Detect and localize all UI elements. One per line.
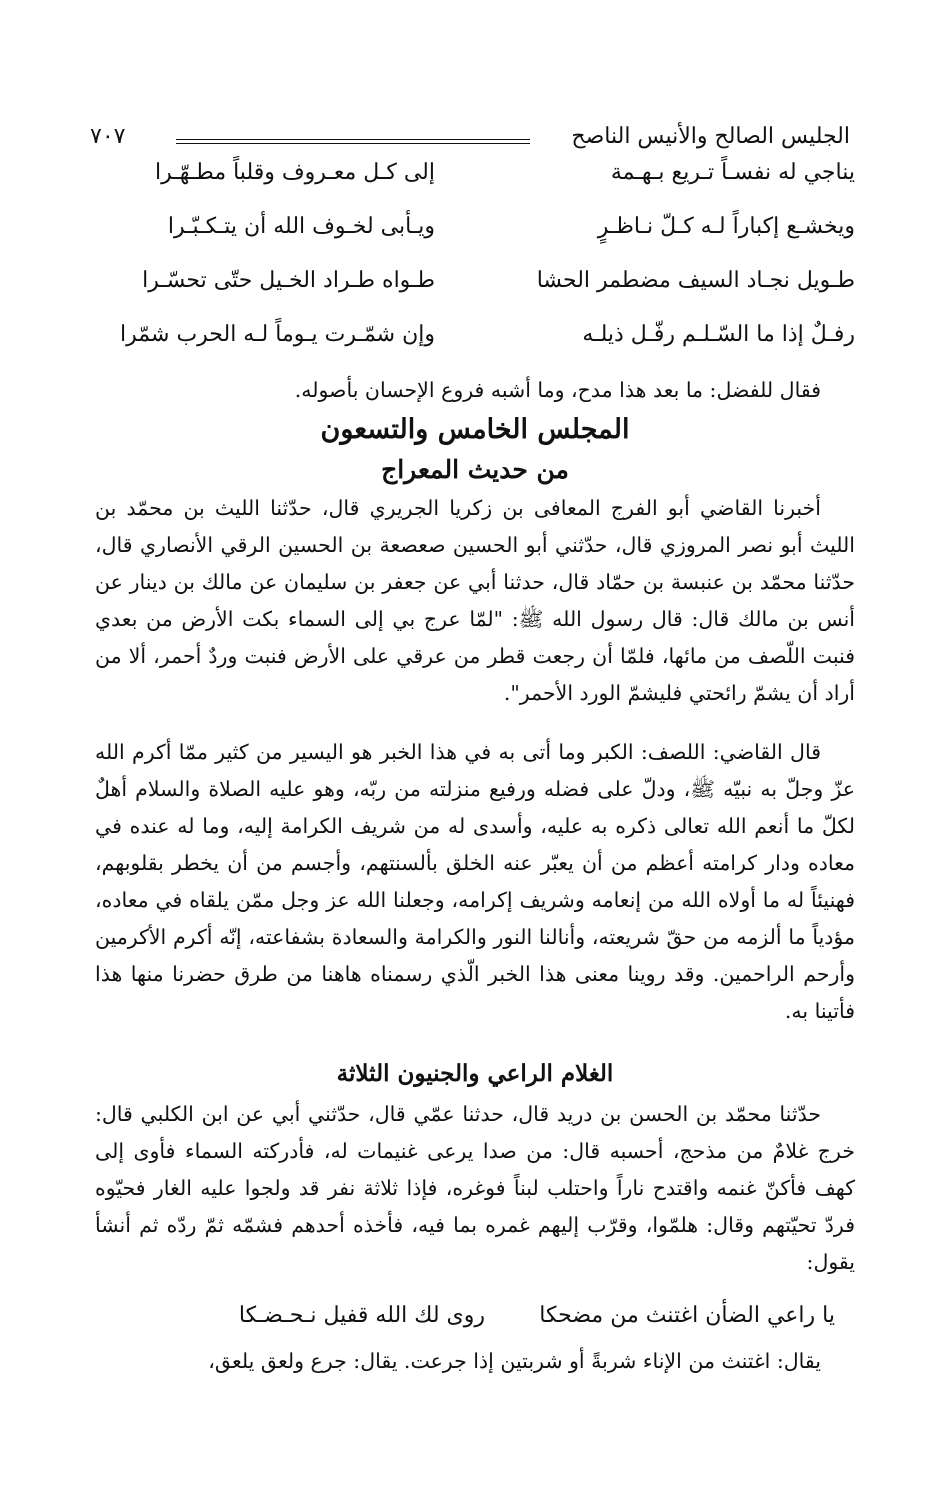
poem-hemistich-first: طـويل نجـاد السيف مضطمر الحشا <box>536 268 855 293</box>
poem-hemistich-second: إلى كـل معـروف وقلباً مطـهّـرا <box>155 160 435 185</box>
poem-hemistich-second: طـواه طـراد الخـيل حتّى تحسّـرا <box>142 268 435 293</box>
paragraph: حدّثنا محمّد بن الحسن بن دريد قال، حدثنا عمّي قال، حدّثني أبي عن ابن الكلبي قال: خرج غلامٌ من مذحج، أحسبه قال: من صدا يرعى غنيمات له، فأدركته السماء فأوى إلى كهف فأكنّ غنمه واقتدح ناراً واحتلب لبناً فوغره، فإذا ثلاثة نفر قد ولجوا عليه الغار فحيّوه فردّ تحيّتهم وقال: هلمّوا، وقرّب إليهم غمره بما فيه، فأخذه أحدهم فشمّه ثمّ ردّه ثم أنشأ يقول: <box>95 1102 855 1274</box>
poem-line <box>95 214 855 268</box>
poem-hemistich-second: ويـأبى لخـوف الله أن يتـكـبّـرا <box>167 214 435 239</box>
poem-line <box>95 322 855 376</box>
paragraph: يقال: اغتنث من الإناء شربةً أو شربتين إذا جرعت. يقال: جرع ولعق يلعق، <box>208 1349 821 1373</box>
poem-line <box>95 160 855 214</box>
running-header <box>90 118 850 158</box>
subsection-heading: الغلام الراعي والجنيون الثلاثة <box>336 1060 614 1087</box>
poem-hemistich-first: ويخشـع إكباراً لـه كـلّ نـاظـرٍ <box>597 214 855 239</box>
subsection-heading: من حديث المعراج <box>381 455 569 484</box>
poem-hemistich-first: يناجي له نفسـاً تـريع بـهـمة <box>610 160 855 185</box>
poem-hemistich-first: يا راعي الضأن اغتنث من مضحكا <box>539 1303 835 1328</box>
book-title: الجليس الصالح والأنيس الناصح <box>571 124 850 149</box>
poem-hemistich-first: رفـلٌ إذا ما السّـلـم رفّـل ذيلـه <box>582 322 855 347</box>
poem-hemistich-second: وإن شمّـرت يـوماً لـه الحرب شمّرا <box>120 322 435 347</box>
section-heading: المجلس الخامس والتسعون <box>320 414 630 445</box>
poem-line <box>95 268 855 322</box>
header-rule <box>176 139 530 144</box>
paragraph: فقال للفضل: ما بعد هذا مدح، وما أشبه فروع الإحسان بأصوله. <box>294 378 821 402</box>
paragraph: أخبرنا القاضي أبو الفرج المعافى بن زكريا الجريري قال، حدّثنا الليث بن محمّد بن الليث أبو نصر المروزي قال، حدّثني أبو الحسين صعصعة بن الحسين الرقي الأنصاري قال، حدّثنا محمّد بن عنبسة بن حمّاد قال، حدثنا أبي عن جعفر بن سليمان عن مالك بن دينار عن أنس بن مالك قال: قال رسول الله ﷺ: "لمّا عرج بي إلى السماء بكت الأرض من بعدي فنبت اللّصف من مائها، فلمّا أن رجعت قطر من عرقي على الأرض فنبت وردٌ أحمر، ألا من أراد أن يشمّ رائحتي فليشمّ الورد الأحمر". <box>95 496 855 705</box>
poem-block <box>95 160 855 376</box>
poem-hemistich-second: روى لك الله قفيل نـحـضـكا <box>238 1303 485 1328</box>
page-number: ٧٠٧ <box>90 124 126 149</box>
paragraph: قال القاضي: اللصف: الكبر وما أتى به في هذا الخبر هو اليسير من كثير ممّا أكرم الله عزّ وجلّ به نبيّه ﷺ، ودلّ على فضله ورفيع منزلته من ربّه، وهو عليه الصلاة والسلام أهلٌ لكلّ ما أنعم الله تعالى ذكره به عليه، وأسدى له من شريف الكرامة إليه، وما له عنده في معاده ودار كرامته أعظم من أن يعبّر عنه الخلق بألسنتهم، وأجسم من أن يخطر بقلوبهم، فهنيئاً له ما أولاه الله من إنعامه وشريف إكرامه، وجعلنا الله عز وجل ممّن يلقاه في معاده، مؤدياً ما ألزمه من حقّ شريعته، وأنالنا النور والكرامة والسعادة بشفاعته، إنّه أكرم الأكرمين وأرحم الراحمين. وقد روينا معنى هذا الخبر الّذي رسمناه هاهنا من طرق حضرنا منها هذا فأتينا به. <box>95 740 855 1023</box>
